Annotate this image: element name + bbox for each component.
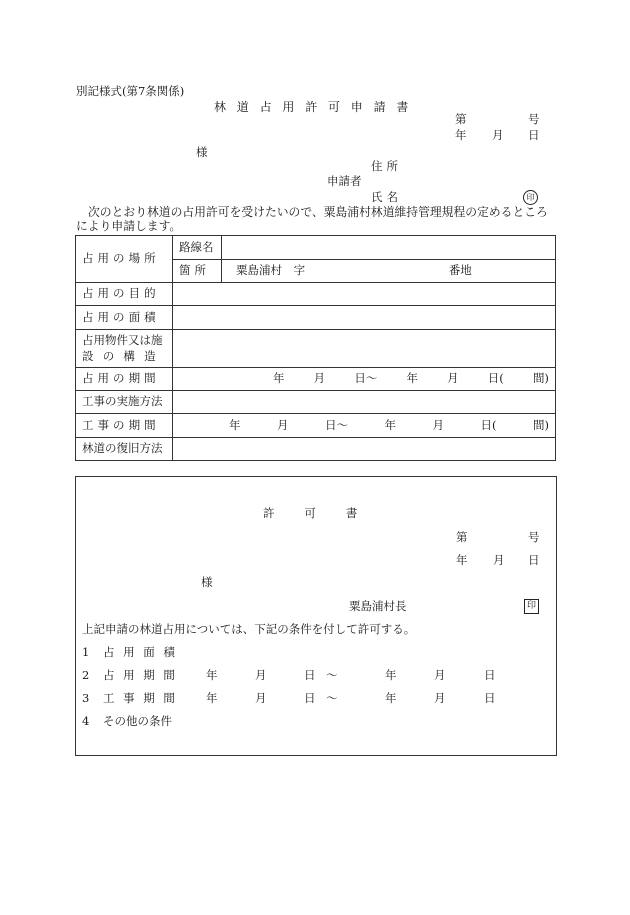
permit-item-label: その他の条件 — [102, 714, 172, 728]
permit-item-label: 占用面積 — [102, 645, 184, 659]
occupancy-period-label: 占用の期間 — [82, 371, 160, 386]
spot-label-cell — [173, 260, 222, 283]
permit-statement: 上記申請の林道占用については、下記の条件を付して許可する。 — [82, 622, 416, 636]
seal-square-icon: 印 — [524, 599, 539, 614]
period-day-from: 日〜 — [325, 417, 348, 432]
spot-label: 箇所 — [179, 263, 211, 278]
period-month-2: 月 — [432, 417, 444, 432]
permit-item-4 — [82, 716, 172, 728]
method-label-cell — [76, 391, 173, 414]
permit-item-label: 占用期間 — [102, 668, 184, 682]
permit-item-num: 3 — [82, 691, 90, 705]
permit-year: 年 — [456, 553, 468, 567]
spot-aza: 字 — [293, 263, 306, 278]
occupancy-period-value[interactable] — [173, 368, 556, 391]
application-table — [75, 235, 556, 461]
permit-item-num: 1 — [82, 645, 90, 659]
table-row — [76, 391, 556, 414]
permit-number-suffix: 号 — [528, 530, 540, 544]
permit-issuer: 粟島浦村長 — [349, 599, 407, 613]
structure-label-1: 占用物件又は施 — [82, 332, 163, 347]
permit-item-2 — [82, 670, 497, 682]
occupancy-period-label-cell — [76, 368, 173, 391]
permit-period-month: 月 — [255, 668, 267, 682]
purpose-label-cell — [76, 283, 173, 306]
permit-period-year-2: 年 — [385, 668, 397, 682]
period-year-2: 年 — [406, 371, 418, 386]
construction-period-label-cell — [76, 414, 173, 438]
permit-period-day-from: 日 — [304, 691, 316, 705]
table-row — [76, 306, 556, 330]
permit-box — [75, 476, 557, 756]
route-label: 路線名 — [179, 239, 214, 254]
permit-month: 月 — [493, 553, 505, 567]
area-label: 占用の面積 — [82, 309, 160, 324]
location-label — [82, 251, 166, 267]
spot-value-cell[interactable] — [222, 260, 556, 283]
area-value-cell[interactable] — [173, 306, 556, 330]
permit-period-year: 年 — [206, 668, 218, 682]
name-label: 氏名 — [371, 190, 403, 204]
period-year: 年 — [273, 371, 285, 386]
applicant-label: 申請者 — [327, 174, 362, 188]
intro-line-2: により申請します。 — [76, 219, 182, 233]
address-label: 住所 — [371, 159, 403, 173]
purpose-value-cell[interactable] — [173, 283, 556, 306]
period-day-to: 日( — [487, 371, 504, 386]
spot-banchi: 番地 — [448, 263, 472, 278]
period-month: 月 — [313, 371, 326, 386]
permit-day: 日 — [528, 553, 540, 567]
permit-period-day-from: 日 — [304, 668, 316, 682]
table-row — [76, 414, 556, 438]
table-row — [76, 368, 556, 391]
permit-period-year-2: 年 — [385, 691, 397, 705]
period-year-2: 年 — [384, 417, 396, 432]
table-row — [76, 438, 556, 461]
structure-value-cell[interactable] — [173, 330, 556, 368]
restoration-label-cell — [76, 438, 173, 461]
permit-number-label: 第 — [456, 530, 468, 544]
purpose-label: 占用の目的 — [82, 286, 160, 301]
location-label-text: 占用の場所 — [82, 251, 160, 266]
permit-period-day-to: 日 — [484, 691, 496, 705]
period-month-2: 月 — [447, 371, 459, 386]
form-reference: 別記様式(第7条関係) — [76, 84, 185, 98]
seal-circle-icon: 印 — [523, 190, 538, 205]
intro-line-1: 次のとおり林道の占用許可を受けたいので、粟島浦村林道維持管理規程の定めるところ — [88, 205, 548, 219]
addressee-suffix: 様 — [196, 145, 208, 159]
period-days: 間) — [533, 417, 549, 432]
period-day-from: 日〜 — [354, 371, 378, 386]
permit-title: 許可書 — [263, 506, 388, 520]
number-suffix: 号 — [528, 112, 540, 126]
permit-period-tilde: 〜 — [326, 668, 338, 682]
area-label-cell — [76, 306, 173, 330]
spot-village: 粟島浦村 — [236, 263, 282, 278]
location-label-cell — [76, 236, 173, 283]
document-title: 林道占用許可申請書 — [214, 100, 420, 114]
construction-period-label: 工事の期間 — [82, 417, 160, 432]
date-year: 年 — [455, 128, 467, 142]
permit-period-month: 月 — [255, 691, 267, 705]
permit-item-1 — [82, 647, 183, 659]
permit-item-3 — [82, 693, 497, 705]
method-value-cell[interactable] — [173, 391, 556, 414]
route-label-cell — [173, 236, 222, 260]
permit-item-num: 2 — [82, 668, 90, 682]
period-day-to: 日( — [480, 417, 497, 432]
permit-period-month-2: 月 — [434, 668, 446, 682]
structure-label-2: 設の構造 — [82, 348, 165, 363]
construction-period-value[interactable] — [173, 414, 556, 438]
table-row — [76, 283, 556, 306]
table-row — [76, 236, 556, 260]
table-row — [76, 330, 556, 368]
method-label: 工事の実施方法 — [82, 394, 163, 409]
period-month: 月 — [277, 417, 289, 432]
date-month: 月 — [492, 128, 504, 142]
permit-addressee-suffix: 様 — [201, 575, 213, 589]
permit-period-month-2: 月 — [434, 691, 446, 705]
permit-period-tilde: 〜 — [326, 691, 338, 705]
route-value-cell[interactable] — [222, 236, 556, 260]
permit-period-year: 年 — [206, 691, 218, 705]
date-day: 日 — [528, 128, 540, 142]
permit-period-day-to: 日 — [484, 668, 496, 682]
permit-item-label: 工事期間 — [102, 691, 184, 705]
structure-label-cell — [76, 330, 173, 368]
period-days: 間) — [532, 371, 549, 386]
number-label: 第 — [455, 112, 467, 126]
permit-item-num: 4 — [82, 714, 90, 728]
restoration-value-cell[interactable] — [173, 438, 556, 461]
restoration-label: 林道の復旧方法 — [82, 441, 163, 456]
period-year: 年 — [229, 417, 241, 432]
